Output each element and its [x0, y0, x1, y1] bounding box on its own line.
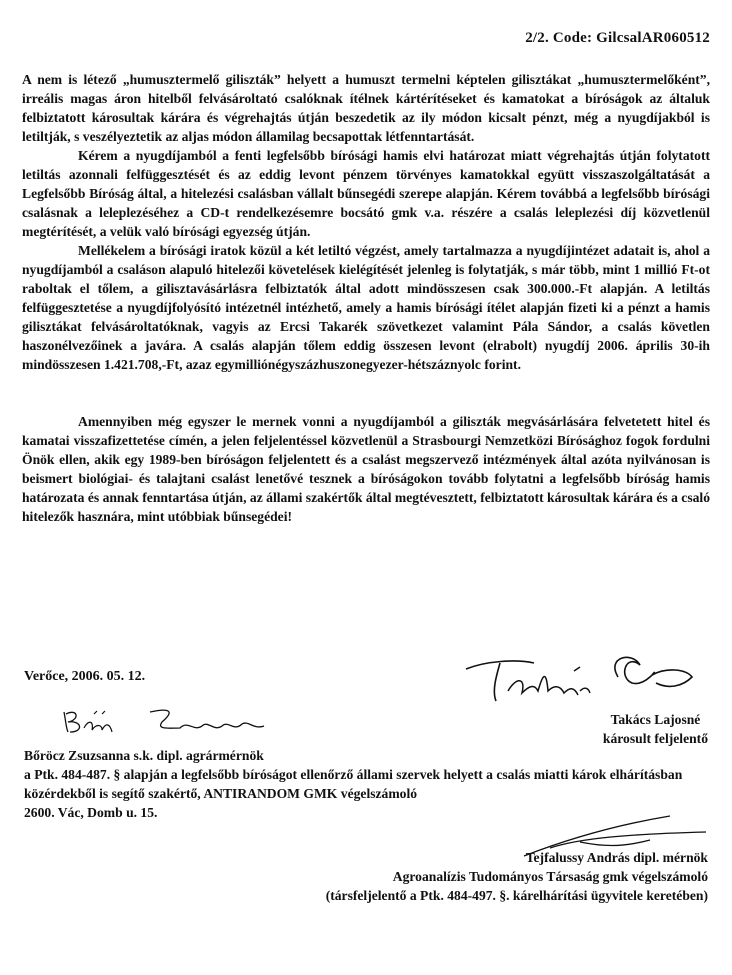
signer-borocz-name: Bőröcz Zsuzsanna s.k. dipl. agrármérnök	[24, 748, 264, 763]
signature-takacs	[456, 647, 716, 705]
paragraph-1: A nem is létező „humusztermelő giliszták” helyett a humuszt termelni képtelen gilisztákat „humusztermelőként”, irreális magas áron hitelből felvásároltató csalóknak ítélnek kártérítéseket és kamatokat a bíróságok az általuk felbiztatott károsultak kárára és végrehajtás útján beszedetik az ily módon kicsalt pénzt, még a nyugdíjakból is letiltják, s veszélyeztetik az aljas módon államilag becsapottak létfenntartását.	[22, 72, 710, 144]
signer-borocz	[24, 746, 714, 822]
paragraph-4: Amennyiben még egyszer le mernek vonni a nyugdíjamból a giliszták megvásárlására felvetetett hitel és kamatai visszafizettetése címén, a jelen feljelentéssel közvetlenül a Strasbourgi Nemzetközi Bírósághoz fogok fordulni Önök ellen, akik egy 1989-ben bíróságon feljelentett és a csalást megszervező intézmények által azóta nyilvánosan is beismert biológiai- és talajtani csalást lenetővé tesznek a bíróságokon tovább folytatni a legfelsőbb bíróság hamis határozata és annak fenntartása útján, az állami szakértők által megtévesztett, felbiztatott károsultak kárára és a csaló hitelezők hasznára, mint utóbbiak bűnsegédei!	[22, 414, 710, 524]
signer-tejfalussy	[326, 848, 708, 905]
signer-takacs-role: károsult feljelentő	[602, 731, 708, 746]
signer-tejfalussy-name: Tejfalussy András dipl. mérnök	[525, 850, 708, 865]
signer-borocz-address: 2600. Vác, Domb u. 15.	[24, 805, 158, 820]
signer-tejfalussy-role: (társfeljelentő a Ptk. 484-497. §. kárelhárítási ügyvitele keretében)	[325, 888, 708, 903]
place-date: Verőce, 2006. 05. 12.	[24, 669, 146, 684]
signer-borocz-role: a Ptk. 484-487. § alapján a legfelsőbb bíróságot ellenőrző állami szervek helyett a csalás miatti károk elhárításban közérdekből is segítő szakértő, ANTIRANDOM GMK végelszámoló	[24, 767, 683, 801]
signer-takacs-name: Takács Lajosné	[610, 712, 701, 727]
signer-takacs	[603, 710, 708, 748]
paragraph-3: Mellékelem a bírósági iratok közül a két letiltó végzést, amely tartalmazza a nyugdíjintézet adatait is, ahol a nyugdíjamból a csaláson alapuló hitelezői követelések kielégítését jelenleg is folytatják, s már több, mint 1 millió Ft-ot raboltak el tőlem, a gilisztavásárlásra felbiztatók által adott mindösszesen csak 300.000.-Ft alapján. A letiltás felfüggesztetése a nyugdíjfolyósító intézetnél intézhető, amely a hamis bírósági ítélet alapján fizeti ki a pénzt a hamis gilisztákat felvásároltatóknak, vagyis az Ercsi Takarék szövetkezet valamint Pála Sándor, a csalás követlen haszonélvezőinek a javára. A csalás alapján tőlem eddig összesen levont (elrabolt) nyugdíj 2006. április 30-ih mindösszesen 1.421.708,-Ft, azaz egymilliónégyszázhuszonegyezer-hétszáznyolc forint.	[22, 243, 710, 372]
letter-body	[22, 70, 710, 526]
signature-borocz	[58, 702, 278, 736]
signer-tejfalussy-org: Agroanalízis Tudományos Társaság gmk végelszámoló	[392, 869, 708, 884]
paragraph-2: Kérem a nyugdíjamból a fenti legfelsőbb bírósági hamis elvi határozat miatt végrehajtás útján folytatott letiltás azonnali felfüggesztését és az eddig levont pénzem törvényes kamatokkal együtt visszaszolgáltatását a Legfelsőbb Bíróság által, a hitelezési csalásban vállalt bűnsegédi szerepe alapján. Kérem továbbá a legfelsőbb bírósági csalásnak a leleplezéséhez a CD-t rendelkezésemre bocsátó gmk v.a. részére a csalás leleplezési díj közvetlenül megtérítését, a velük való bírósági egyezség útján.	[22, 148, 710, 239]
document-code: 2/2. Code: GilcsalAR060512	[525, 30, 710, 46]
